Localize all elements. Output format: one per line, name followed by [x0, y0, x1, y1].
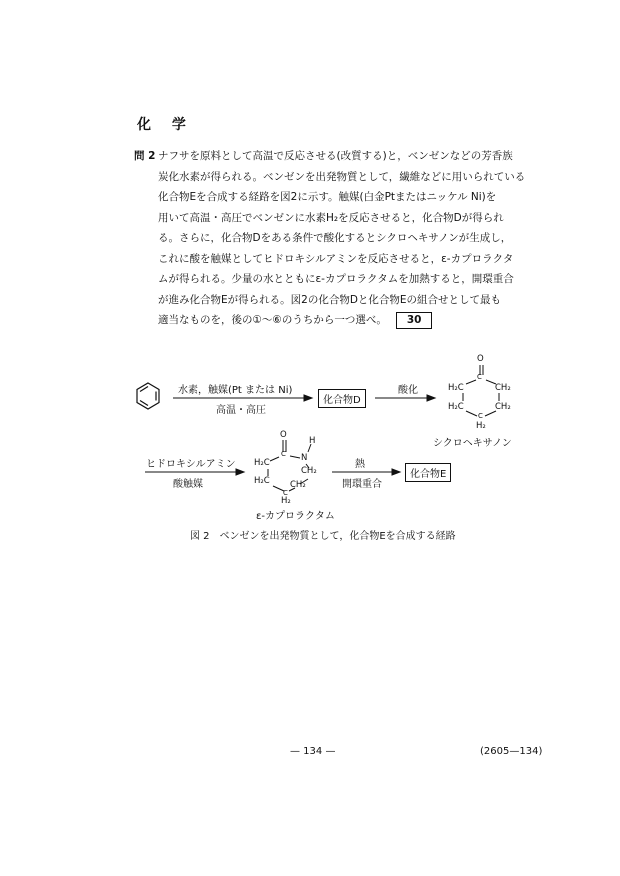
caprolactam-c-bottom-atom: C — [283, 489, 288, 497]
cyclohexanone-c-left: H₂C — [448, 383, 464, 393]
question-line: ムが得られる。少量の水とともにε-カプロラクタムを加熱すると，開環重合 — [158, 273, 514, 285]
question-line: これに酸を触媒としてヒドロキシルアミンを反応させると，ε-カプロラクタ — [158, 252, 514, 265]
arrow-3-top-label: ヒドロキシルアミン — [146, 459, 236, 470]
cyclohexanone-c-bottom-atom: C — [478, 412, 483, 420]
arrow-4-top-label: 熱 — [355, 459, 365, 470]
arrow-2-top-label: 酸化 — [398, 385, 418, 396]
cyclohexanone-c-right: CH₂ — [495, 383, 511, 393]
question-line: 用いて高温・高圧でベンゼンに水素H₂を反応させると，化合物Dが得られ — [158, 211, 504, 224]
question-line: が進み化合物Eが得られる。図2の化合物Dと化合物Eの組合せとして最も — [158, 293, 502, 306]
benzene-structure — [137, 383, 159, 409]
caprolactam-c: C — [281, 450, 286, 458]
compound-d-box: 化合物D — [318, 389, 366, 408]
question-line: 炭化水素が得られる。ベンゼンを出発物質として，繊維などに用いられている — [158, 170, 526, 183]
arrow-1-bottom-label: 高温・高圧 — [216, 405, 266, 416]
cyclohexanone-c: C — [477, 373, 482, 381]
cyclohexanone-name: シクロヘキサノン — [433, 438, 512, 449]
caprolactam-c-right: CH₂ — [301, 466, 317, 476]
question-number: 問 2 — [134, 150, 156, 162]
figure-caption: 図 2 ベンゼンを出発物質として，化合物Eを合成する経路 — [190, 531, 456, 542]
caprolactam-c-bottom: H₂ — [281, 496, 291, 506]
exam-code: (2605—134) — [480, 746, 543, 757]
caprolactam-name: ε-カプロラクタム — [256, 511, 335, 522]
question-line: ナフサを原料として高温で反応させる(改質する)と，ベンゼンなどの芳香族 — [158, 150, 513, 162]
caprolactam-c-lower-right: CH₂ — [290, 480, 306, 490]
arrow-1-top-label: 水素，触媒(Pt または Ni) — [178, 385, 293, 396]
caprolactam-n: N — [301, 453, 308, 463]
page-number: — 134 — — [290, 746, 336, 757]
cyclohexanone-c-bottom: H₂ — [476, 421, 486, 431]
caprolactam-c-left: H₂C — [254, 458, 270, 468]
answer-box[interactable]: 30 — [396, 312, 432, 329]
cyclohexanone-c-lower-left: H₂C — [448, 402, 464, 412]
caprolactam-o: O — [280, 430, 287, 440]
caprolactam-h: H — [309, 436, 316, 446]
arrow-3-bottom-label: 酸触媒 — [173, 479, 203, 490]
cyclohexanone-o: O — [477, 354, 484, 364]
arrow-4-bottom-label: 開環重合 — [342, 479, 382, 490]
question-line: る。さらに，化合物Dをある条件で酸化するとシクロヘキサノンが生成し， — [158, 232, 512, 244]
compound-e-box: 化合物E — [405, 463, 451, 482]
question-line: 化合物Eを合成する経路を図2に示す。触媒(白金Ptまたはニッケル Ni)を — [158, 191, 497, 203]
section-title: 化 学 — [137, 117, 194, 133]
caprolactam-c-lower-left: H₂C — [254, 476, 270, 486]
question-last-text: 適当なものを，後の①～⑥のうちから一つ選べ。 — [158, 314, 387, 326]
cyclohexanone-c-lower-right: CH₂ — [495, 402, 511, 412]
